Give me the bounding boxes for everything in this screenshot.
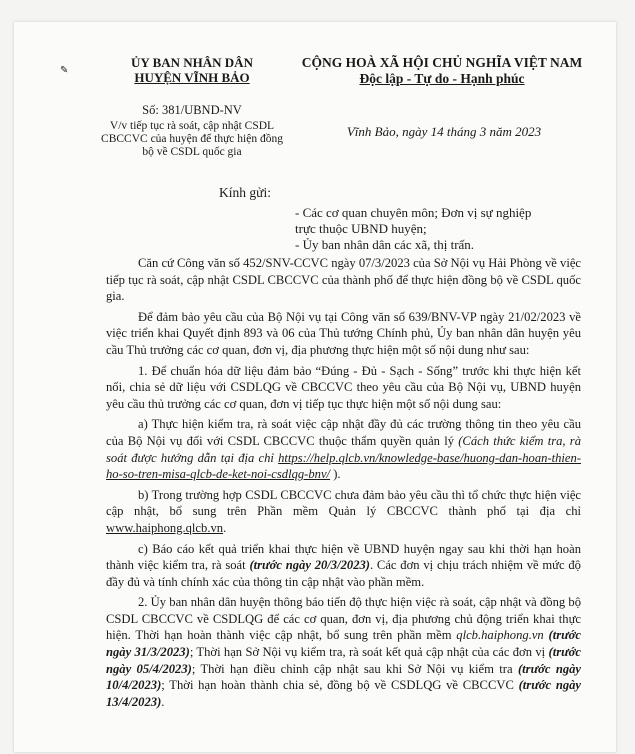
- text-run: ).: [330, 467, 341, 482]
- document-page: [14, 22, 616, 752]
- qlcb-link[interactable]: www.haiphong.qlcb.vn: [106, 520, 224, 535]
- national-motto: Độc lập - Tự do - Hạnh phúc: [359, 71, 525, 86]
- help-link[interactable]: https://help.qlcb.vn/knowledge-base/huong-dan-hoan-thien-ho-so-tren-misa-qlcb-de-ket-noi-csdlqg-bnv/: [106, 450, 581, 482]
- document-date: Vĩnh Bảo, ngày 14 tháng 3 năm 2023: [346, 124, 542, 139]
- issuing-authority: [117, 55, 267, 85]
- text-run: b) Trong trường hợp CSDL CBCCVC chưa đảm bảo yêu cầu thì tổ chức thực hiện việc cập nhật, bổ sung trên Phần mềm Quản lý CBCCVC thành phố tại địa chỉ: [106, 487, 581, 519]
- recipient-item: - Các cơ quan chuyên môn; Đơn vị sự nghiệp trực thuộc UBND huyện;: [295, 205, 532, 236]
- national-header: [297, 55, 587, 87]
- deadline: (trước ngày 05/4/2023): [106, 645, 581, 676]
- paragraph-item-2: [106, 594, 581, 710]
- recipients-list: [295, 205, 535, 253]
- authority-line-1: ỦY BAN NHÂN DÂN: [131, 55, 253, 70]
- deadline: (trước ngày 13/4/2023): [106, 678, 582, 709]
- paragraph-basis: Căn cứ Công văn số 452/SNV-CCVC ngày 07/3/2023 của Sở Nội vụ Hải Phòng về việc tiếp tục rà soát, cập nhật CSDL CBCCVC của thành phố để thực hiện đồng bộ về CSDL quốc gia.: [106, 256, 581, 304]
- nation-title: CỘNG HOÀ XÃ HỘI CHỦ NGHĨA VIỆT NAM: [301, 55, 583, 70]
- paragraph-item-1: 1. Để chuẩn hóa dữ liệu đảm bảo “Đúng - Đủ - Sạch - Sống” trước khi thực hiện kết nối, chia sẻ dữ liệu với CSDLQG về CBCCVC theo yêu cầu của Bộ Nội vụ, UBND huyện yêu cầu thủ trưởng các cơ quan, đơn vị tiếp tục thực hiện một số nội dung sau:: [106, 363, 581, 411]
- software-address: qlcb.haiphong.vn: [456, 628, 544, 643]
- document-subject: V/v tiếp tục rà soát, cập nhật CSDL CBCCVC của huyện để thực hiện đồng bộ về CSDL quốc gia: [101, 120, 283, 158]
- scan-mark: ✎: [60, 65, 69, 76]
- document-body: [106, 255, 581, 714]
- text-run: ; Thời hạn điều chỉnh cập nhật sau khi Sở Nội vụ kiểm tra: [191, 661, 518, 676]
- authority-line-2: HUYỆN VĨNH BẢO: [134, 70, 250, 85]
- text-run: .: [161, 694, 165, 709]
- text-run: ; Thời hạn Sở Nội vụ kiểm tra, rà soát kết quả cập nhật của các đơn vị: [189, 645, 549, 660]
- document-number: Số: 381/UBND-NV: [142, 103, 242, 117]
- text-run: 2. Ủy ban nhân dân huyện thông báo tiến độ thực hiện việc rà soát, cập nhật và đồng bộ CSDL CBCCVC về CSDLQG để các cơ quan, đơn vị, địa phương chủ động triển khai thực hiện. Thời hạn hoàn thành việc cập nhật, bổ sung trên phần mềm: [106, 595, 581, 643]
- paragraph-item-a: [106, 416, 581, 482]
- deadline: (trước ngày 10/4/2023): [106, 661, 582, 693]
- text-run-italic: (Cách thức kiểm tra, rà soát được hướng dẫn tại địa chỉ: [106, 433, 581, 465]
- recipient-item: - Ủy ban nhân dân các xã, thị trấn.: [295, 237, 475, 252]
- paragraph-item-b: [106, 487, 581, 537]
- greeting: Kính gửi:: [219, 185, 271, 200]
- text-run: .: [223, 520, 227, 535]
- text-run: . Các đơn vị chịu trách nhiệm về mức độ đầy đủ và tính chính xác của thông tin cập nhật vào phần mềm.: [106, 558, 581, 589]
- paragraph-item-c: [106, 541, 581, 591]
- deadline: (trước ngày 20/3/2023): [249, 558, 370, 573]
- text-run: ; Thời hạn hoàn thành chia sẻ, đồng bộ về CSDLQG về CBCCVC: [161, 678, 519, 693]
- deadline: (trước ngày 31/3/2023): [106, 628, 582, 660]
- text-run: a) Thực hiện kiểm tra, rà soát việc cập nhật đầy đủ các trường thông tin theo yêu cầu của Bộ Nội vụ đối với CSDL CBCCVC thuộc thẩm quyền quản lý: [106, 417, 581, 448]
- text-run: c) Báo cáo kết quả triển khai thực hiện về UBND huyện ngay sau khi thời hạn hoàn thành việc kiểm tra, rà soát: [106, 541, 581, 573]
- paragraph-request: Để đảm bảo yêu cầu của Bộ Nội vụ tại Công văn số 639/BNV-VP ngày 21/02/2023 về việc triển khai Quyết định 893 và 06 của Thủ tướng Chính phủ, Ủy ban nhân dân huyện yêu cầu Thủ trưởng các cơ quan, đơn vị, địa phương thực hiện một số nội dung như sau:: [106, 309, 581, 357]
